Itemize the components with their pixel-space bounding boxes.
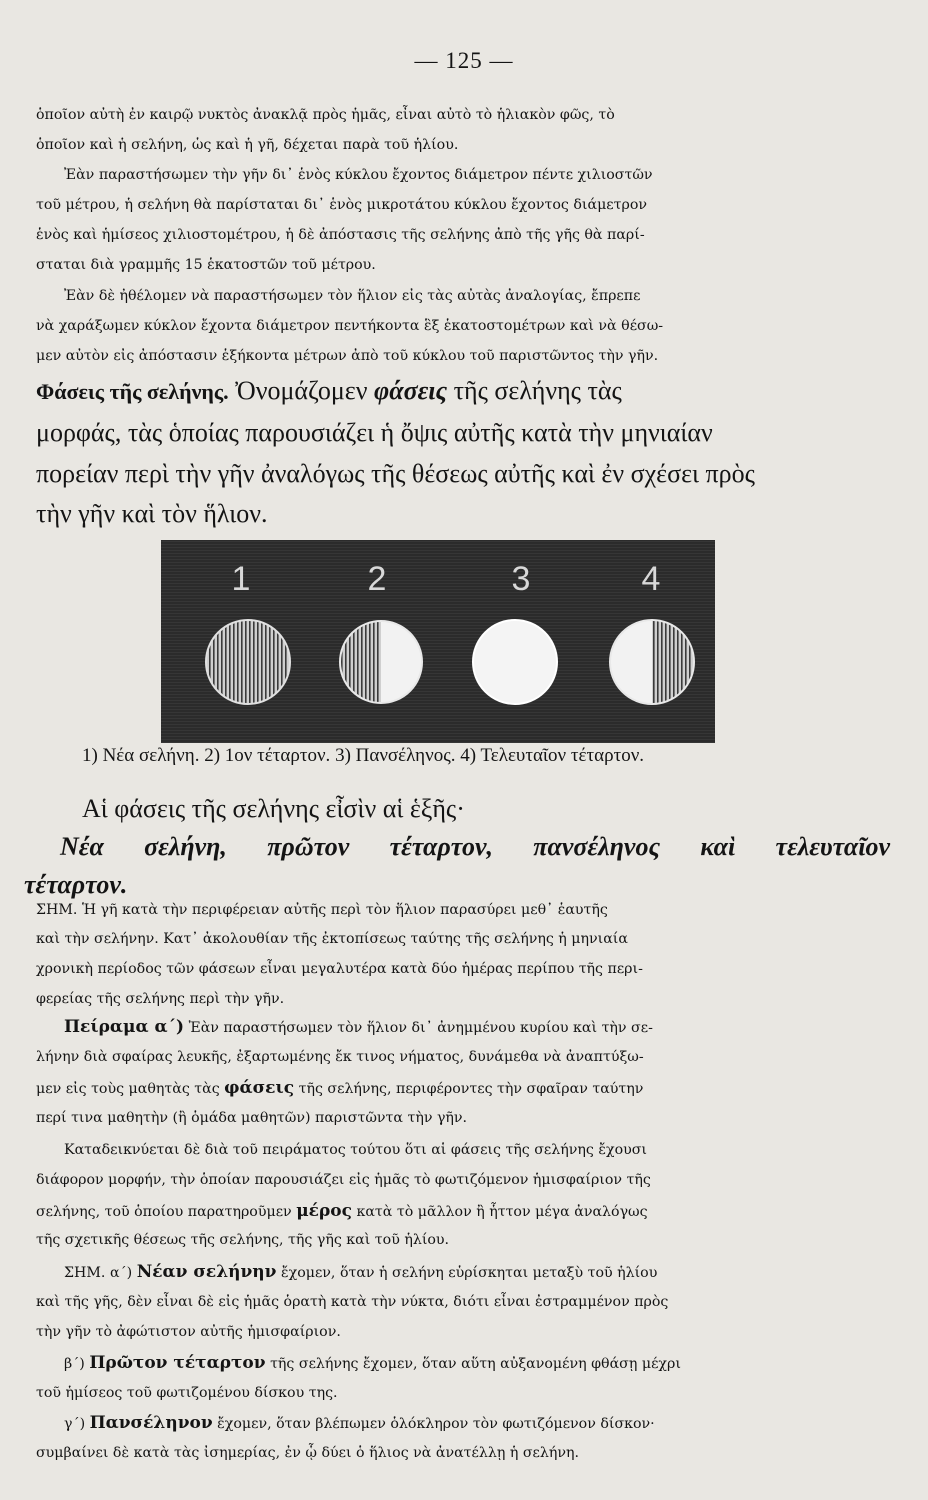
note-g-line-2: συμβαίνει δὲ κατὰ τὰς ἰσημερίας, ἐν ᾧ δύει ὁ ἥλιος νὰ ἀνατέλλῃ ἡ σελήνη. — [36, 1445, 580, 1461]
phases-list-intro: Αἱ φάσεις τῆς σελήνης εἶσὶν αἱ ἑξῆς· — [82, 794, 465, 823]
term-first-quarter: Πρῶτον τέταρτον — [89, 1353, 266, 1373]
term-nea-selini: Νέαν σελήνην — [136, 1262, 277, 1282]
note1-line-3: χρονικὴ περίοδος τῶν φάσεων εἶναι μεγαλυτέρα κατὰ δύο ἡμέρας περίπου τῆς περι- — [36, 961, 643, 977]
note1-line-2: καὶ τὴν σελήνην. Κατ᾽ ἀκολουθίαν τῆς ἐκτοπίσεως ταύτης τῆς σελήνης ἡ μηνιαία — [36, 931, 628, 947]
demonstration-line-2: διάφορον μορφήν, τὴν ὁποίαν παρουσιάζει εἰς ἡμᾶς τὸ φωτιζόμενον ἡμισφαίριον τῆς — [36, 1172, 651, 1188]
note-g-label: γ΄) — [64, 1416, 86, 1432]
phases-definition-line-2: μορφάς, τὰς ὁποίας παρουσιάζει ἡ ὄψις αὐτῆς κατὰ τὴν μηνιαίαν — [36, 418, 713, 447]
demonstration-line-4: τῆς σχετικῆς θέσεως τῆς σελήνης, τῆς γῆς καὶ τοῦ ἡλίου. — [36, 1232, 450, 1248]
experiment-line-3: μεν εἰς τοὺς μαθητὰς τὰς φάσεις τῆς σελήνης, περιφέροντες τὴν σφαῖραν ταύτην — [36, 1078, 644, 1098]
term-phases: φάσεις — [373, 376, 448, 405]
note1-label: ΣΗΜ. — [36, 902, 78, 918]
phase-number-4: 4 — [641, 560, 661, 598]
full-moon-disc — [473, 620, 557, 704]
note1-line-1: ΣΗΜ. Ἡ γῆ κατὰ τὴν περιφέρειαν αὐτῆς περὶ τὸν ἥλιον παρασύρει μεθ᾽ ἑαυτῆς — [36, 902, 608, 918]
note-b-line-1: β΄) Πρῶτον τέταρτον τῆς σελήνης ἔχομεν, ὅταν αὕτη αὐξανομένη φθάσῃ μέχρι — [64, 1353, 681, 1373]
phases-definition-line-3: πορείαν περὶ τὴν γῆν ἀναλόγως τῆς θέσεως αὐτῆς καὶ ἐν σχέσει πρὸς — [36, 459, 755, 488]
new-moon-disc — [206, 620, 290, 704]
scale1-line-2: τοῦ μέτρου, ἡ σελήνη θὰ παρίσταται δι᾽ ἑνὸς μικροτάτου κύκλου ἔχοντος διάμετρον — [36, 197, 647, 213]
demonstration-line-1: Καταδεικνύεται δὲ διὰ τοῦ πειράματος τούτου ὅτι αἱ φάσεις τῆς σελήνης ἔχουσι — [64, 1142, 647, 1158]
term-full-moon: Πανσέληνον — [89, 1413, 213, 1433]
phase-number-2: 2 — [367, 560, 387, 598]
intro-line-1: ὁποῖον αὐτὴ ἐν καιρῷ νυκτὸς ἀνακλᾷ πρὸς ἡμᾶς, εἶναι αὐτὸ τὸ ἡλιακὸν φῶς, τὸ — [36, 107, 615, 123]
note2-label: ΣΗΜ. α΄) — [64, 1265, 133, 1281]
phases-heading: Φάσεις τῆς σελήνης. — [36, 379, 229, 404]
note-g-line-1: γ΄) Πανσέληνον ἔχομεν, ὅταν βλέπωμεν ὁλόκληρον τὸν φωτιζόμενον δίσκον· — [64, 1413, 655, 1433]
moon-phases-figure — [161, 540, 715, 743]
term-phaseis: φάσεις — [224, 1078, 295, 1098]
figure-caption: 1) Νέα σελήνη. 2) 1ον τέταρτον. 3) Πανσέληνος. 4) Τελευταῖον τέταρτον. — [82, 745, 645, 766]
note1-line-4: φερείας τῆς σελήνης περὶ τὴν γῆν. — [36, 991, 285, 1007]
term-meros: μέρος — [296, 1201, 352, 1221]
experiment-label: Πείραμα α΄) — [64, 1017, 185, 1037]
note-b-line-2: τοῦ ἡμίσεος τοῦ φωτιζομένου δίσκου της. — [36, 1385, 338, 1401]
experiment-line-2: λήνην διὰ σφαίρας λευκῆς, ἐξαρτωμένης ἔκ τινος νήματος, δυνάμεθα νὰ ἀναπτύξω- — [36, 1049, 644, 1065]
scale1-line-3: ἑνὸς καὶ ἡμίσεος χιλιοστομέτρου, ἡ δὲ ἀπόστασις τῆς σελήνης ἀπὸ τῆς γῆς θὰ παρί- — [36, 227, 645, 243]
demonstration-line-3: σελήνης, τοῦ ὁποίου παρατηροῦμεν μέρος κατὰ τὸ μᾶλλον ἢ ἧττον μέγα ἀναλόγως — [36, 1201, 648, 1221]
experiment-line-1: Πείραμα α΄) Ἐὰν παραστήσωμεν τὸν ἥλιον δι᾽ ἀνημμένου κυρίου καὶ τὴν σε- — [64, 1017, 653, 1037]
note-b-label: β΄) — [64, 1356, 85, 1372]
phases-list-line: Νέα σελήνη, πρῶτον τέταρτον, πανσέληνος καὶ τελευταῖον — [60, 832, 890, 861]
phase-number-1: 1 — [231, 560, 251, 598]
phases-definition-line-1: Φάσεις τῆς σελήνης. Ὀνομάζομεν φάσεις τῆς σελήνης τὰς — [36, 376, 622, 405]
phases-definition-line-4: τὴν γῆν καὶ τὸν ἥλιον. — [36, 499, 268, 528]
scale1-line-1: Ἐὰν παραστήσωμεν τὴν γῆν δι᾽ ἑνὸς κύκλου ἔχοντος διάμετρον πέντε χιλιοστῶν — [64, 167, 653, 183]
intro-line-2: ὁποῖον καὶ ἡ σελήνη, ὡς καὶ ἡ γῆ, δέχεται παρὰ τοῦ ἡλίου. — [36, 137, 459, 153]
note2-line-1: ΣΗΜ. α΄) Νέαν σελήνην ἔχομεν, ὅταν ἡ σελήνη εὑρίσκηται μεταξὺ τοῦ ἡλίου — [64, 1262, 658, 1282]
phase-number-3: 3 — [511, 560, 531, 598]
scale2-line-3: μεν αὐτὸν εἰς ἀπόστασιν ἑξήκοντα μέτρων ἀπὸ τοῦ κύκλου τοῦ παριστῶντος τὴν γῆν. — [36, 348, 659, 364]
phases-list-line-end: τέταρτον. — [24, 870, 128, 899]
note2-line-3: τὴν γῆν τὸ ἀφώτιστον αὐτῆς ἡμισφαίριον. — [36, 1324, 341, 1340]
note2-line-2: καὶ τῆς γῆς, δὲν εἶναι δὲ εἰς ἡμᾶς ὁρατὴ κατὰ τὴν νύκτα, διότι εἶναι ἐστραμμένον πρὸς — [36, 1294, 669, 1310]
scale1-line-4: σταται διὰ γραμμῆς 15 ἑκατοστῶν τοῦ μέτρου. — [36, 257, 376, 273]
scale2-line-1: Ἐὰν δὲ ἠθέλομεν νὰ παραστήσωμεν τὸν ἥλιον εἰς τὰς αὐτὰς ἀναλογίας, ἔπρεπε — [64, 288, 641, 304]
experiment-line-4: περί τινα μαθητὴν (ἢ ὁμάδα μαθητῶν) παριστῶντα τὴν γῆν. — [36, 1110, 468, 1126]
scale2-line-2: νὰ χαράξωμεν κύκλον ἔχοντα διάμετρον πεντήκοντα ἓξ ἑκατοστομέτρων καὶ νὰ θέσω- — [36, 318, 664, 334]
page-number: — 125 — — [414, 48, 514, 73]
